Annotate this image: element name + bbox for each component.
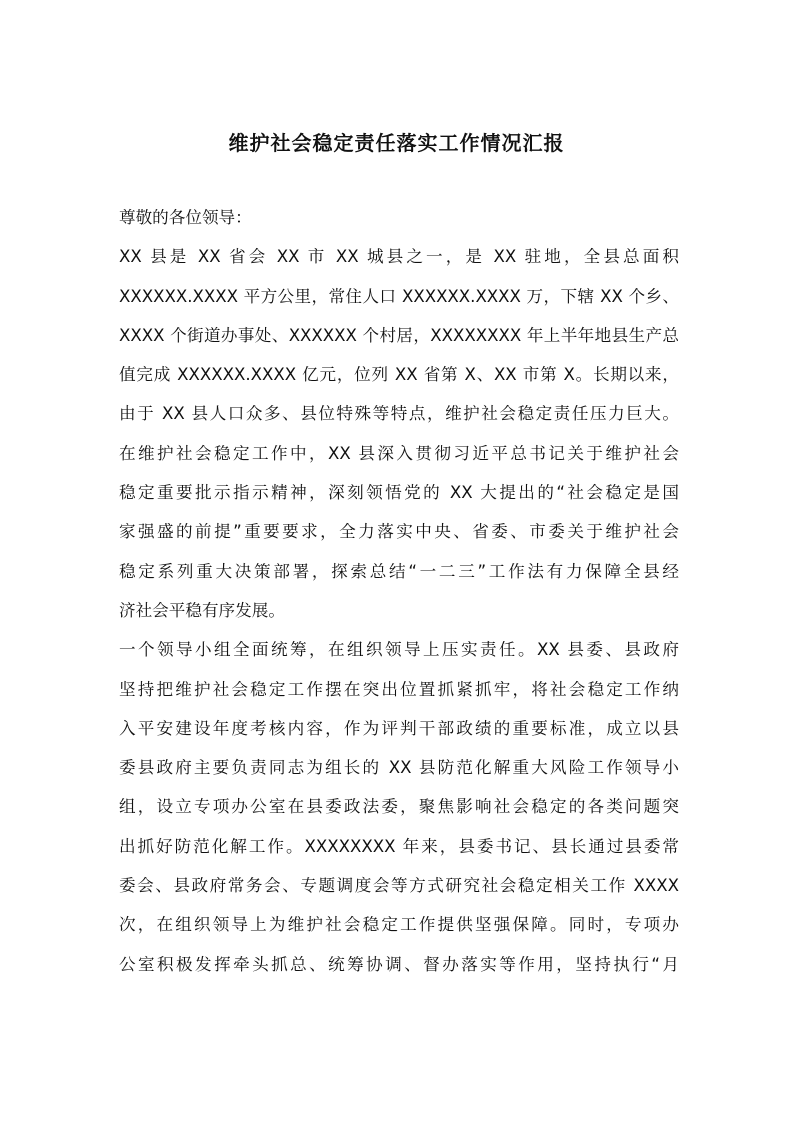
paragraph-line: 委县政府主要负责同志为组长的 XX 县防范化解重大风险工作领导小 — [119, 758, 679, 778]
paragraph-line: 公室积极发挥牵头抓总、统筹协调、督办落实等作用，坚持执行“月 — [119, 954, 679, 974]
paragraph-line: 稳定系列重大决策部署，探索总结“一二三”工作法有力保障全县经 — [119, 561, 679, 581]
paragraph-line: XX 县是 XX 省会 XX 市 XX 城县之一，是 XX 驻地，全县总面积 — [119, 247, 679, 267]
paragraph-line: 济社会平稳有序发展。 — [119, 600, 285, 620]
paragraph-line: 次，在组织领导上为维护社会稳定工作提供坚强保障。同时，专项办 — [119, 915, 679, 935]
paragraph-line: XXXX 个街道办事处、XXXXXX 个村居，XXXXXXXX 年上半年地县生产总 — [119, 325, 679, 345]
paragraph-line: 入平安建设年度考核内容，作为评判干部政绩的重要标准，成立以县 — [119, 718, 679, 738]
paragraph-line: 组，设立专项办公室在县委政法委，聚焦影响社会稳定的各类问题突 — [119, 797, 679, 817]
paragraph-line: 由于 XX 县人口众多、县位特殊等特点，维护社会稳定责任压力巨大。 — [119, 404, 679, 424]
paragraph-line: 委会、县政府常务会、专题调度会等方式研究社会稳定相关工作 XXXX — [119, 876, 679, 896]
paragraph-line: 坚持把维护社会稳定工作摆在突出位置抓紧抓牢，将社会稳定工作纳 — [119, 679, 679, 699]
document-body — [119, 198, 679, 984]
salutation-line: 尊敬的各位领导： — [119, 208, 252, 227]
paragraph-line: XXXXXX.XXXX 平方公里，常住人口 XXXXXX.XXXX 万，下辖 XX 个乡、 — [119, 286, 679, 306]
paragraph-line: 在维护社会稳定工作中，XX 县深入贯彻习近平总书记关于维护社会 — [119, 443, 679, 463]
paragraph-line: 出抓好防范化解工作。XXXXXXXX 年来，县委书记、县长通过县委常 — [119, 836, 679, 856]
paragraph-line: 一个领导小组全面统筹，在组织领导上压实责任。XX 县委、县政府 — [119, 640, 679, 660]
paragraph-line: 值完成 XXXXXX.XXXX 亿元，位列 XX 省第 X、XX 市第 X。长期以来， — [119, 365, 679, 385]
paragraph-line: 稳定重要批示指示精神，深刻领悟党的 XX 大提出的“社会稳定是国 — [119, 483, 679, 503]
document-title: 维护社会稳定责任落实工作情况汇报 — [228, 131, 565, 155]
paragraph-line: 家强盛的前提”重要要求，全力落实中央、省委、市委关于维护社会 — [119, 522, 679, 542]
